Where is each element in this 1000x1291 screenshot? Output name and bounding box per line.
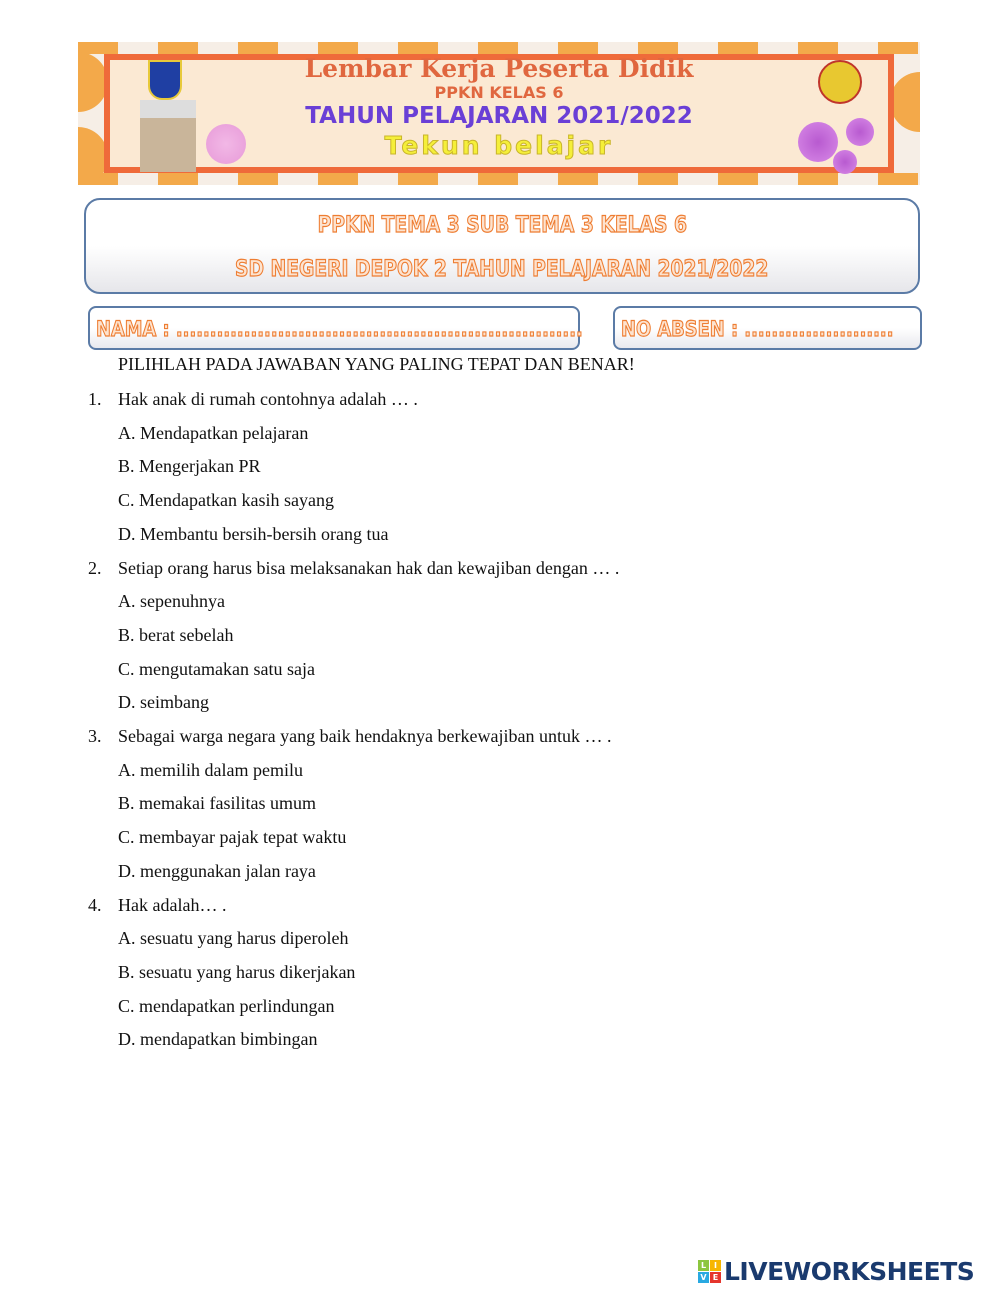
name-field[interactable]: [88, 306, 583, 350]
answer-option[interactable]: C. Mendapatkan kasih sayang: [118, 490, 334, 511]
question-number: 2.: [88, 557, 102, 578]
banner-stripe: [78, 42, 920, 54]
brand-name: LIVEWORKSHEETS: [724, 1257, 975, 1286]
header-banner: [78, 42, 920, 185]
banner-stripe: [78, 173, 920, 185]
question-number: 3.: [88, 726, 102, 746]
live-logo-icon: L I V E: [698, 1260, 721, 1283]
worksheet-title: PPKN TEMA 3 SUB TEMA 3 KELAS 6: [317, 213, 687, 238]
question-text: Hak adalah… .: [118, 894, 227, 915]
banner-motto: Tekun belajar: [384, 131, 614, 160]
banner-subject: PPKN KELAS 6: [434, 83, 564, 102]
answer-option[interactable]: C. membayar pajak tepat waktu: [118, 827, 347, 848]
answer-option[interactable]: A. memilih dalam pemilu: [118, 759, 303, 780]
question-text: Hak anak di rumah contohnya adalah … .: [118, 389, 418, 409]
answer-option[interactable]: D. Membantu bersih-bersih orang tua: [118, 523, 389, 544]
question-number: 1.: [88, 389, 102, 409]
school-year-title: SD NEGERI DEPOK 2 TAHUN PELAJARAN 2021/2022: [235, 257, 769, 282]
question-number: 4.: [88, 894, 102, 915]
banner-year: TAHUN PELAJARAN 2021/2022: [305, 103, 693, 129]
absen-label: NO ABSEN : ......................: [621, 317, 894, 341]
answer-option[interactable]: B. sesuatu yang harus dikerjakan: [118, 961, 356, 982]
question-text: Sebagai warga negara yang baik hendaknya berkewajiban untuk … .: [118, 726, 612, 746]
liveworksheets-logo: [698, 1257, 974, 1286]
title-box: [84, 198, 920, 294]
instruction: PILIHLAH PADA JAWABAN YANG PALING TEPAT DAN BENAR!: [118, 354, 635, 374]
name-label: NAMA : ............................................................: [96, 317, 583, 341]
answer-option[interactable]: D. menggunakan jalan raya: [118, 860, 316, 881]
answer-option[interactable]: B. berat sebelah: [118, 624, 234, 645]
answer-option[interactable]: B. memakai fasilitas umum: [118, 793, 316, 814]
answer-option[interactable]: A. Mendapatkan pelajaran: [118, 422, 309, 443]
absen-field[interactable]: [613, 306, 922, 350]
answer-option[interactable]: A. sepenuhnya: [118, 591, 225, 612]
answer-option[interactable]: D. seimbang: [118, 692, 209, 713]
answer-option[interactable]: D. mendapatkan bimbingan: [118, 1029, 318, 1050]
answer-option[interactable]: A. sesuatu yang harus diperoleh: [118, 928, 349, 949]
answer-option[interactable]: C. mengutamakan satu saja: [118, 658, 315, 679]
question-text: Setiap orang harus bisa melaksanakan hak dan kewajiban dengan … .: [118, 557, 620, 578]
answer-option[interactable]: C. mendapatkan perlindungan: [118, 995, 335, 1016]
answer-option[interactable]: B. Mengerjakan PR: [118, 456, 261, 477]
banner-title: Lembar Kerja Peserta Didik: [304, 54, 694, 83]
